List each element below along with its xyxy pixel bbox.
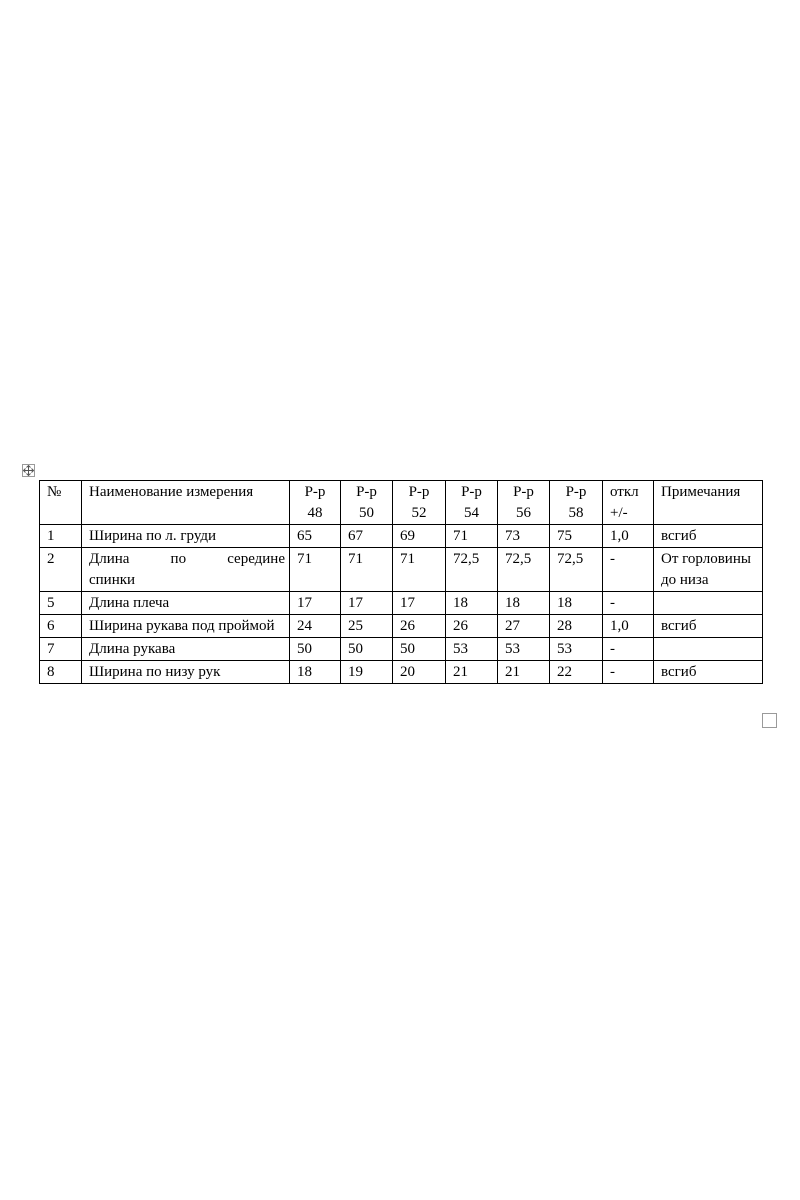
row-value: 50 <box>341 638 393 661</box>
row-deviation: 1,0 <box>603 525 654 548</box>
row-value: 71 <box>393 548 446 592</box>
row-deviation: - <box>603 548 654 592</box>
row-value: 19 <box>341 661 393 684</box>
header-size-54: Р-р 54 <box>446 481 498 525</box>
row-value: 21 <box>446 661 498 684</box>
row-notes: всгиб <box>654 525 763 548</box>
row-notes <box>654 592 763 615</box>
row-value: 53 <box>550 638 603 661</box>
table-row <box>40 638 763 661</box>
row-value: 18 <box>498 592 550 615</box>
row-num: 8 <box>40 661 82 684</box>
row-name: Ширина по низу рук <box>82 661 290 684</box>
row-value: 18 <box>550 592 603 615</box>
row-value: 18 <box>446 592 498 615</box>
measurements-table <box>39 480 763 684</box>
row-notes: всгиб <box>654 615 763 638</box>
row-value: 50 <box>393 638 446 661</box>
header-deviation: откл +/- <box>603 481 654 525</box>
row-value: 75 <box>550 525 603 548</box>
row-num: 6 <box>40 615 82 638</box>
row-value: 67 <box>341 525 393 548</box>
row-value: 65 <box>290 525 341 548</box>
header-size-48: Р-р 48 <box>290 481 341 525</box>
row-value: 18 <box>290 661 341 684</box>
row-value: 26 <box>393 615 446 638</box>
table-header-row <box>40 481 763 525</box>
row-value: 21 <box>498 661 550 684</box>
row-value: 71 <box>341 548 393 592</box>
table-resize-handle[interactable] <box>762 713 777 728</box>
row-notes: От горловины до низа <box>654 548 763 592</box>
row-value: 72,5 <box>550 548 603 592</box>
row-deviation: - <box>603 661 654 684</box>
table-row <box>40 548 763 592</box>
row-value: 20 <box>393 661 446 684</box>
header-size-50: Р-р 50 <box>341 481 393 525</box>
row-value: 73 <box>498 525 550 548</box>
row-value: 53 <box>446 638 498 661</box>
row-value: 28 <box>550 615 603 638</box>
header-size-58: Р-р 58 <box>550 481 603 525</box>
row-notes: всгиб <box>654 661 763 684</box>
row-value: 69 <box>393 525 446 548</box>
row-name: Ширина рукава под проймой <box>82 615 290 638</box>
row-num: 1 <box>40 525 82 548</box>
table-row <box>40 661 763 684</box>
row-value: 22 <box>550 661 603 684</box>
row-deviation: 1,0 <box>603 615 654 638</box>
header-size-52: Р-р 52 <box>393 481 446 525</box>
row-name: Длина рукава <box>82 638 290 661</box>
row-value: 72,5 <box>498 548 550 592</box>
row-value: 17 <box>290 592 341 615</box>
header-num: № <box>40 481 82 525</box>
row-num: 7 <box>40 638 82 661</box>
table-row <box>40 615 763 638</box>
row-value: 53 <box>498 638 550 661</box>
row-deviation: - <box>603 638 654 661</box>
table-row <box>40 525 763 548</box>
row-value: 50 <box>290 638 341 661</box>
row-name: Длина по середине спинки <box>82 548 290 592</box>
row-value: 71 <box>290 548 341 592</box>
header-size-56: Р-р 56 <box>498 481 550 525</box>
table-row <box>40 592 763 615</box>
row-value: 72,5 <box>446 548 498 592</box>
row-notes <box>654 638 763 661</box>
row-value: 25 <box>341 615 393 638</box>
row-num: 5 <box>40 592 82 615</box>
row-deviation: - <box>603 592 654 615</box>
row-value: 26 <box>446 615 498 638</box>
row-name: Длина плеча <box>82 592 290 615</box>
row-num: 2 <box>40 548 82 592</box>
row-value: 24 <box>290 615 341 638</box>
row-name: Ширина по л. груди <box>82 525 290 548</box>
table-move-icon[interactable] <box>22 464 35 477</box>
row-value: 17 <box>341 592 393 615</box>
row-value: 71 <box>446 525 498 548</box>
header-name: Наименование измерения <box>82 481 290 525</box>
row-value: 17 <box>393 592 446 615</box>
row-value: 27 <box>498 615 550 638</box>
header-notes: Примечания <box>654 481 763 525</box>
